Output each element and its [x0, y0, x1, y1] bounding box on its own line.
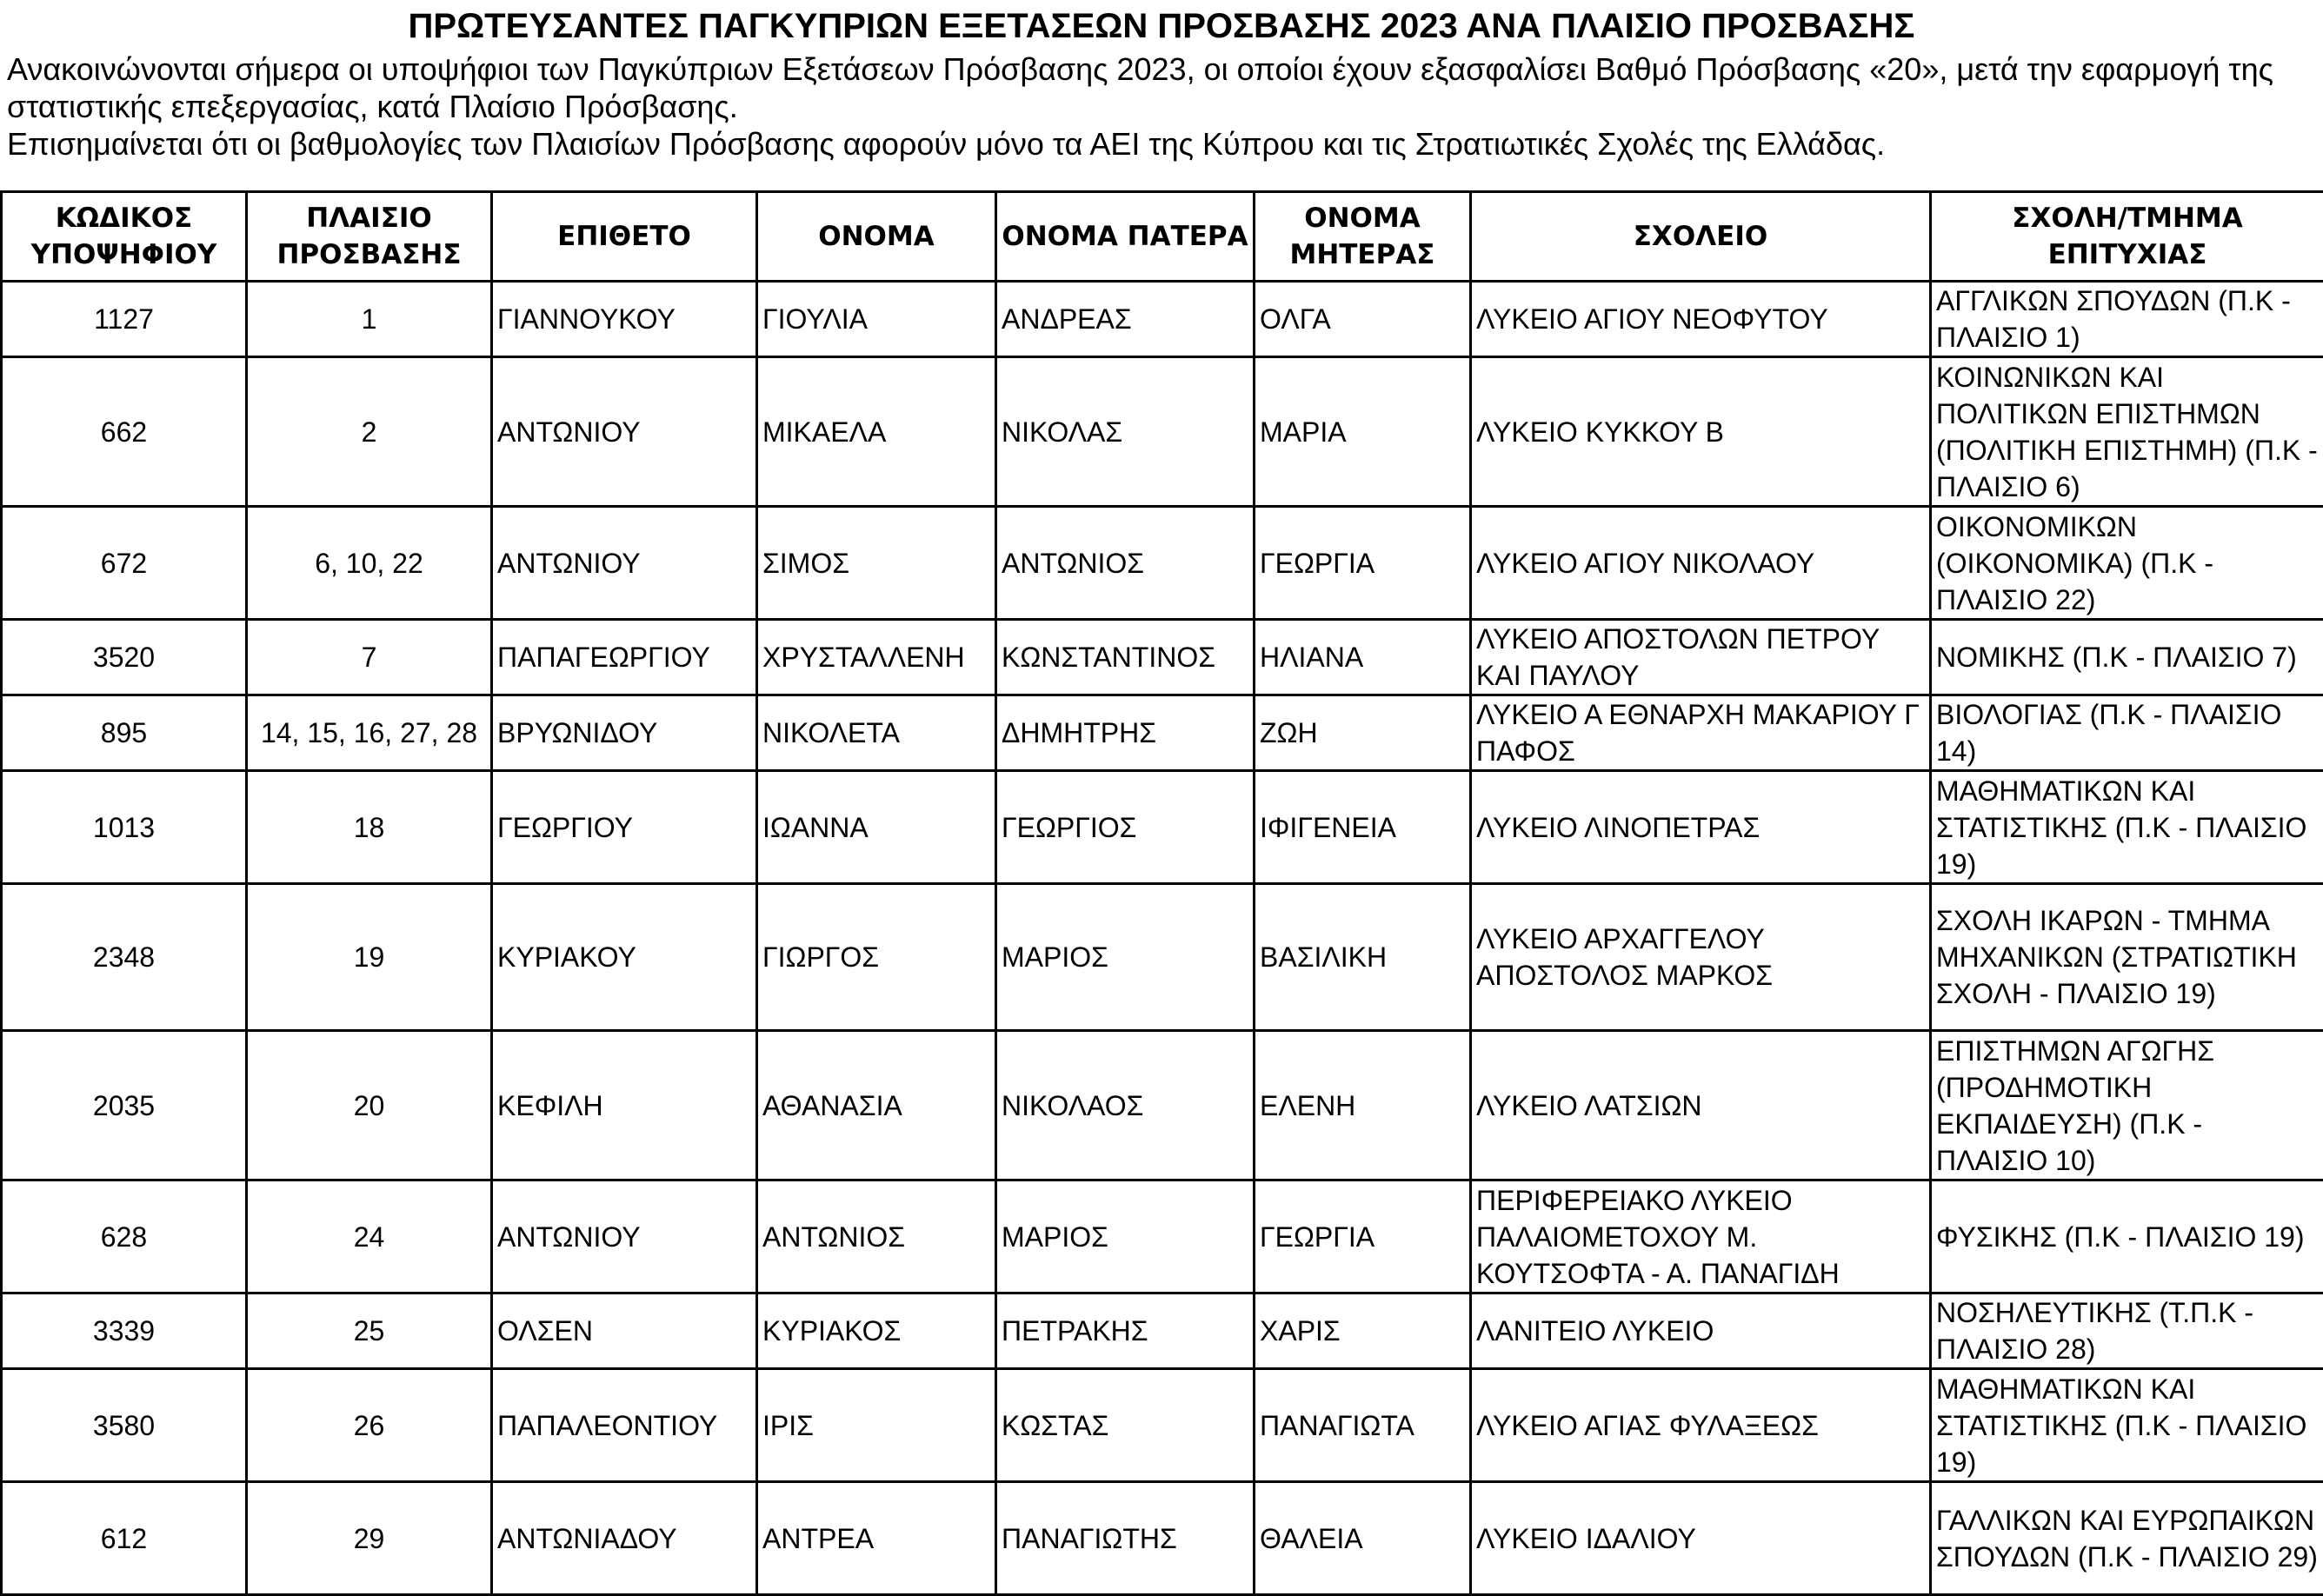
school-cell: ΛΥΚΕΙΟ ΑΡΧΑΓΓΕΛΟΥ ΑΠΟΣΤΟΛΟΣ ΜΑΡΚΟΣ — [1471, 884, 1931, 1031]
col-header-department: ΣΧΟΛΗ/ΤΜΗΜΑ ΕΠΙΤΥΧΙΑΣ — [1931, 192, 2323, 282]
father-name-cell: ΠΑΝΑΓΙΩΤΗΣ — [996, 1482, 1255, 1595]
school-cell: ΛΥΚΕΙΟ ΑΓΙΑΣ ΦΥΛΑΞΕΩΣ — [1471, 1369, 1931, 1482]
col-header-surname: ΕΠΙΘΕΤΟ — [492, 192, 757, 282]
surname-cell: ΚΥΡΙΑΚΟΥ — [492, 884, 757, 1031]
surname-cell: ΚΕΦΙΛΗ — [492, 1031, 757, 1180]
candidate-code-cell: 1013 — [2, 771, 247, 884]
page-title: ΠΡΩΤΕΥΣΑΝΤΕΣ ΠΑΓΚΥΠΡΙΩΝ ΕΞΕΤΑΣΕΩΝ ΠΡΟΣΒΑΣΗΣ 2023 ΑΝΑ ΠΛΑΙΣΙΟ ΠΡΟΣΒΑΣΗΣ — [0, 2, 2323, 50]
school-cell: ΛΥΚΕΙΟ ΛΙΝΟΠΕΤΡΑΣ — [1471, 771, 1931, 884]
results-table — [0, 190, 2323, 1596]
surname-cell: ΑΝΤΩΝΙΑΔΟΥ — [492, 1482, 757, 1595]
first-name-cell: ΑΝΤΡΕΑ — [757, 1482, 996, 1595]
table-row — [2, 282, 2323, 357]
department-cell: ΜΑΘΗΜΑΤΙΚΩΝ ΚΑΙ ΣΤΑΤΙΣΤΙΚΗΣ (Π.Κ - ΠΛΑΙΣΙΟ 19) — [1931, 1369, 2323, 1482]
surname-cell: ΑΝΤΩΝΙΟΥ — [492, 1180, 757, 1293]
father-name-cell: ΑΝΔΡΕΑΣ — [996, 282, 1255, 357]
table-body — [2, 282, 2323, 1595]
surname-cell: ΠΑΠΑΓΕΩΡΓΙΟΥ — [492, 620, 757, 695]
department-cell: ΓΑΛΛΙΚΩΝ ΚΑΙ ΕΥΡΩΠΑΙΚΩΝ ΣΠΟΥΔΩΝ (Π.Κ - ΠΛΑΙΣΙΟ 29) — [1931, 1482, 2323, 1595]
father-name-cell: ΔΗΜΗΤΡΗΣ — [996, 695, 1255, 771]
department-cell: ΑΓΓΛΙΚΩΝ ΣΠΟΥΔΩΝ (Π.Κ - ΠΛΑΙΣΙΟ 1) — [1931, 282, 2323, 357]
first-name-cell: ΙΩΑΝΝΑ — [757, 771, 996, 884]
table-row — [2, 1369, 2323, 1482]
department-cell: ΣΧΟΛΗ ΙΚΑΡΩΝ - ΤΜΗΜΑ ΜΗΧΑΝΙΚΩΝ (ΣΤΡΑΤΙΩΤΙΚΗ ΣΧΟΛΗ - ΠΛΑΙΣΙΟ 19) — [1931, 884, 2323, 1031]
mother-name-cell: ΒΑΣΙΛΙΚΗ — [1255, 884, 1471, 1031]
access-framework-cell: 2 — [247, 357, 492, 507]
first-name-cell: ΜΙΚΑΕΛΑ — [757, 357, 996, 507]
col-header-mother-name: ΟΝΟΜΑ ΜΗΤΕΡΑΣ — [1255, 192, 1471, 282]
col-header-candidate-code: ΚΩΔΙΚΟΣ ΥΠΟΨΗΦΙΟΥ — [2, 192, 247, 282]
father-name-cell: ΠΕΤΡΑΚΗΣ — [996, 1293, 1255, 1369]
table-row — [2, 1180, 2323, 1293]
access-framework-cell: 20 — [247, 1031, 492, 1180]
department-cell: ΟΙΚΟΝΟΜΙΚΩΝ (ΟΙΚΟΝΟΜΙΚΑ) (Π.Κ - ΠΛΑΙΣΙΟ 22) — [1931, 507, 2323, 620]
department-cell: ΝΟΜΙΚΗΣ (Π.Κ - ΠΛΑΙΣΙΟ 7) — [1931, 620, 2323, 695]
access-framework-cell: 18 — [247, 771, 492, 884]
mother-name-cell: ΖΩΗ — [1255, 695, 1471, 771]
first-name-cell: ΙΡΙΣ — [757, 1369, 996, 1482]
surname-cell: ΒΡΥΩΝΙΔΟΥ — [492, 695, 757, 771]
first-name-cell: ΑΘΑΝΑΣΙΑ — [757, 1031, 996, 1180]
surname-cell: ΓΙΑΝΝΟΥΚΟΥ — [492, 282, 757, 357]
candidate-code-cell: 628 — [2, 1180, 247, 1293]
department-cell: ΝΟΣΗΛΕΥΤΙΚΗΣ (Τ.Π.Κ - ΠΛΑΙΣΙΟ 28) — [1931, 1293, 2323, 1369]
intro-text — [7, 50, 2311, 163]
mother-name-cell: ΗΛΙΑΝΑ — [1255, 620, 1471, 695]
department-cell: ΒΙΟΛΟΓΙΑΣ (Π.Κ - ΠΛΑΙΣΙΟ 14) — [1931, 695, 2323, 771]
candidate-code-cell: 2348 — [2, 884, 247, 1031]
intro-paragraph-1: Ανακοινώνονται σήμερα οι υποψήφιοι των Παγκύπριων Εξετάσεων Πρόσβασης 2023, οι οποίοι έχουν εξασφαλίσει Βαθμό Πρόσβασης «20», μετά την εφαρμογή της στατιστικής επεξεργασίας, κατά Πλαίσιο Πρόσβασης. — [7, 50, 2311, 125]
first-name-cell: ΣΙΜΟΣ — [757, 507, 996, 620]
father-name-cell: ΝΙΚΟΛΑΟΣ — [996, 1031, 1255, 1180]
department-cell: ΦΥΣΙΚΗΣ (Π.Κ - ΠΛΑΙΣΙΟ 19) — [1931, 1180, 2323, 1293]
school-cell: ΛΥΚΕΙΟ ΑΓΙΟΥ ΝΕΟΦΥΤΟΥ — [1471, 282, 1931, 357]
access-framework-cell: 26 — [247, 1369, 492, 1482]
access-framework-cell: 24 — [247, 1180, 492, 1293]
table-row — [2, 357, 2323, 507]
school-cell: ΛΥΚΕΙΟ ΑΠΟΣΤΟΛΩΝ ΠΕΤΡΟΥ ΚΑΙ ΠΑΥΛΟΥ — [1471, 620, 1931, 695]
table-header-row — [2, 192, 2323, 282]
intro-paragraph-2: Επισημαίνεται ότι οι βαθμολογίες των Πλαισίων Πρόσβασης αφορούν μόνο τα ΑΕΙ της Κύπρου και τις Στρατιωτικές Σχολές της Ελλάδας. — [7, 125, 2311, 163]
school-cell: ΠΕΡΙΦΕΡΕΙΑΚΟ ΛΥΚΕΙΟ ΠΑΛΑΙΟΜΕΤΟΧΟΥ Μ. ΚΟΥΤΣΟΦΤΑ - Α. ΠΑΝΑΓΙΔΗ — [1471, 1180, 1931, 1293]
candidate-code-cell: 3339 — [2, 1293, 247, 1369]
mother-name-cell: ΧΑΡΙΣ — [1255, 1293, 1471, 1369]
father-name-cell: ΚΩΝΣΤΑΝΤΙΝΟΣ — [996, 620, 1255, 695]
table-row — [2, 620, 2323, 695]
department-cell: ΕΠΙΣΤΗΜΩΝ ΑΓΩΓΗΣ (ΠΡΟΔΗΜΟΤΙΚΗ ΕΚΠΑΙΔΕΥΣΗ) (Π.Κ - ΠΛΑΙΣΙΟ 10) — [1931, 1031, 2323, 1180]
candidate-code-cell: 662 — [2, 357, 247, 507]
first-name-cell: ΧΡΥΣΤΑΛΛΕΝΗ — [757, 620, 996, 695]
mother-name-cell: ΓΕΩΡΓΙΑ — [1255, 1180, 1471, 1293]
col-header-first-name: ΟΝΟΜΑ — [757, 192, 996, 282]
first-name-cell: ΚΥΡΙΑΚΟΣ — [757, 1293, 996, 1369]
department-cell: ΜΑΘΗΜΑΤΙΚΩΝ ΚΑΙ ΣΤΑΤΙΣΤΙΚΗΣ (Π.Κ - ΠΛΑΙΣΙΟ 19) — [1931, 771, 2323, 884]
access-framework-cell: 1 — [247, 282, 492, 357]
school-cell: ΛΥΚΕΙΟ ΑΓΙΟΥ ΝΙΚΟΛΑΟΥ — [1471, 507, 1931, 620]
table-row — [2, 771, 2323, 884]
table-row — [2, 507, 2323, 620]
mother-name-cell: ΕΛΕΝΗ — [1255, 1031, 1471, 1180]
table-row — [2, 1482, 2323, 1595]
surname-cell: ΑΝΤΩΝΙΟΥ — [492, 357, 757, 507]
table-row — [2, 884, 2323, 1031]
table-row — [2, 1031, 2323, 1180]
mother-name-cell: ΠΑΝΑΓΙΩΤΑ — [1255, 1369, 1471, 1482]
access-framework-cell: 6, 10, 22 — [247, 507, 492, 620]
access-framework-cell: 29 — [247, 1482, 492, 1595]
father-name-cell: ΓΕΩΡΓΙΟΣ — [996, 771, 1255, 884]
father-name-cell: ΜΑΡΙΟΣ — [996, 1180, 1255, 1293]
col-header-access-framework: ΠΛΑΙΣΙΟ ΠΡΟΣΒΑΣΗΣ — [247, 192, 492, 282]
table-row — [2, 695, 2323, 771]
first-name-cell: ΓΙΩΡΓΟΣ — [757, 884, 996, 1031]
candidate-code-cell: 895 — [2, 695, 247, 771]
mother-name-cell: ΙΦΙΓΕΝΕΙΑ — [1255, 771, 1471, 884]
father-name-cell: ΚΩΣΤΑΣ — [996, 1369, 1255, 1482]
mother-name-cell: ΜΑΡΙΑ — [1255, 357, 1471, 507]
father-name-cell: ΝΙΚΟΛΑΣ — [996, 357, 1255, 507]
department-cell: ΚΟΙΝΩΝΙΚΩΝ ΚΑΙ ΠΟΛΙΤΙΚΩΝ ΕΠΙΣΤΗΜΩΝ (ΠΟΛΙΤΙΚΗ ΕΠΙΣΤΗΜΗ) (Π.Κ - ΠΛΑΙΣΙΟ 6) — [1931, 357, 2323, 507]
school-cell: ΛΥΚΕΙΟ ΛΑΤΣΙΩΝ — [1471, 1031, 1931, 1180]
col-header-father-name: ΟΝΟΜΑ ΠΑΤΕΡΑ — [996, 192, 1255, 282]
surname-cell: ΠΑΠΑΛΕΟΝΤΙΟΥ — [492, 1369, 757, 1482]
candidate-code-cell: 672 — [2, 507, 247, 620]
mother-name-cell: ΟΛΓΑ — [1255, 282, 1471, 357]
first-name-cell: ΝΙΚΟΛΕΤΑ — [757, 695, 996, 771]
candidate-code-cell: 612 — [2, 1482, 247, 1595]
school-cell: ΛΥΚΕΙΟ ΚΥΚΚΟΥ Β — [1471, 357, 1931, 507]
father-name-cell: ΜΑΡΙΟΣ — [996, 884, 1255, 1031]
surname-cell: ΓΕΩΡΓΙΟΥ — [492, 771, 757, 884]
table-row — [2, 1293, 2323, 1369]
access-framework-cell: 14, 15, 16, 27, 28 — [247, 695, 492, 771]
candidate-code-cell: 3580 — [2, 1369, 247, 1482]
candidate-code-cell: 1127 — [2, 282, 247, 357]
school-cell: ΛΥΚΕΙΟ ΙΔΑΛΙΟΥ — [1471, 1482, 1931, 1595]
access-framework-cell: 25 — [247, 1293, 492, 1369]
first-name-cell: ΓΙΟΥΛΙΑ — [757, 282, 996, 357]
col-header-school: ΣΧΟΛΕΙΟ — [1471, 192, 1931, 282]
first-name-cell: ΑΝΤΩΝΙΟΣ — [757, 1180, 996, 1293]
candidate-code-cell: 3520 — [2, 620, 247, 695]
mother-name-cell: ΘΑΛΕΙΑ — [1255, 1482, 1471, 1595]
surname-cell: ΟΛΣΕΝ — [492, 1293, 757, 1369]
access-framework-cell: 7 — [247, 620, 492, 695]
candidate-code-cell: 2035 — [2, 1031, 247, 1180]
access-framework-cell: 19 — [247, 884, 492, 1031]
surname-cell: ΑΝΤΩΝΙΟΥ — [492, 507, 757, 620]
mother-name-cell: ΓΕΩΡΓΙΑ — [1255, 507, 1471, 620]
school-cell: ΛΥΚΕΙΟ Α ΕΘΝΑΡΧΗ ΜΑΚΑΡΙΟΥ Γ ΠΑΦΟΣ — [1471, 695, 1931, 771]
father-name-cell: ΑΝΤΩΝΙΟΣ — [996, 507, 1255, 620]
school-cell: ΛΑΝΙΤΕΙΟ ΛΥΚΕΙΟ — [1471, 1293, 1931, 1369]
